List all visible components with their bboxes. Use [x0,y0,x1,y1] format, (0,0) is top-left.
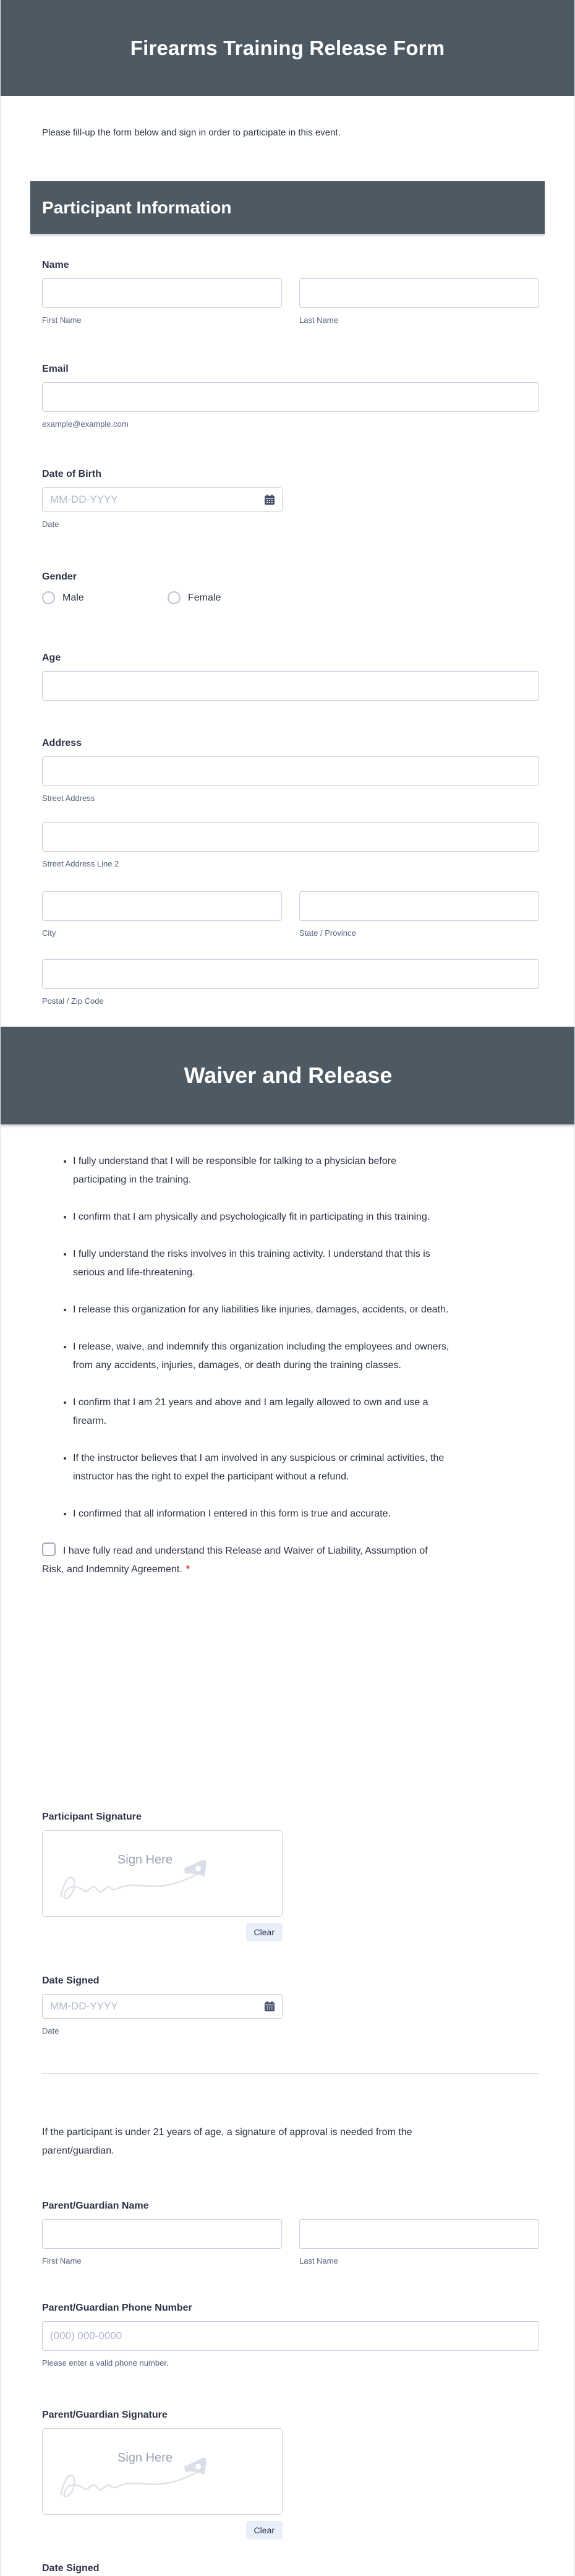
consent-row [42,1542,441,1579]
dob-label: Date of Birth [42,469,101,479]
sign-here-placeholder: Sign Here [117,1853,172,1867]
form-header [1,0,574,96]
gender-option-female[interactable]: Female [168,591,293,604]
waiver-bullet: • I fully understand that I will be responsible for talking to a physician before participating in the training. [73,1152,519,1189]
waiver-bullet: • I confirmed that all information I entered in this form is true and accurate. [73,1505,519,1523]
section-divider [42,2073,539,2074]
section-title: Waiver and Release [184,1063,393,1088]
date-signed-input[interactable] [42,1994,283,2019]
state-sublabel: State / Province [299,928,356,938]
city-input[interactable] [42,891,282,921]
sign-here-placeholder: Sign Here [117,2451,172,2465]
email-label: Email [42,364,69,374]
guardian-date-signed-label: Date Signed [42,2563,100,2574]
dob-sublabel: Date [42,520,59,529]
email-input[interactable] [42,382,539,412]
guardian-phone-input[interactable] [42,2321,539,2351]
guardian-signature-label: Parent/Guardian Signature [42,2410,168,2420]
waiver-bullet: • I release this organization for any liabilities like injuries, damages, accidents, or death. [73,1301,519,1319]
first-name-sublabel: First Name [42,315,82,325]
waiver-bullet: • I release, waive, and indemnify this organization including the employees and owners, from any accidents, injuries, damages, or death during the training classes. [73,1338,519,1375]
clear-signature-button[interactable]: Clear [246,2521,283,2540]
address-label: Address [42,738,82,748]
participant-signature-pad[interactable] [42,1830,283,1917]
guardian-signature-pad[interactable] [42,2428,283,2515]
postal-sublabel: Postal / Zip Code [42,996,104,1006]
participant-signature-label: Participant Signature [42,1812,142,1822]
intro-text: Please fill-up the form below and sign in order to participate in this event. [42,127,341,138]
first-name-input[interactable] [42,278,282,308]
waiver-bullet: • I fully understand the risks involves in this training activity. I understand that this is serious and life-threatening. [73,1245,519,1282]
age-label: Age [42,653,61,663]
calendar-icon[interactable] [264,2001,275,2012]
street-address-2-sublabel: Street Address Line 2 [42,859,119,868]
consent-text-line1: I have fully read and understand this Release and Waiver of Liability, [63,1546,363,1556]
date-signed-label: Date Signed [42,1975,100,1986]
signature-scribble-icon [43,1831,282,1916]
clear-signature-button[interactable]: Clear [246,1923,283,1941]
postal-input[interactable] [42,959,539,989]
signature-scribble-icon [43,2429,282,2514]
street-address-sublabel: Street Address [42,794,95,803]
waiver-bullet-list [42,1152,539,1523]
guardian-phone-sublabel: Please enter a valid phone number. [42,2358,169,2368]
required-asterisk: * [185,1564,190,1575]
form-title: Firearms Training Release Form [130,36,445,59]
guardian-note: If the participant is under 21 years of age, a signature of approval is needed from the parent/guardian. [42,2127,412,2156]
city-sublabel: City [42,928,56,938]
radio-icon[interactable] [168,591,181,604]
guardian-last-name-input[interactable] [299,2219,539,2249]
radio-icon[interactable] [42,591,55,604]
section-participant-information [30,181,545,234]
last-name-sublabel: Last Name [299,315,338,325]
name-label: Name [42,260,69,270]
last-name-input[interactable] [299,278,539,308]
waiver-bullet: • I confirm that I am physically and psychologically fit in participating in this training. [73,1208,519,1226]
state-input[interactable] [299,891,539,921]
email-sublabel: example@example.com [42,419,129,429]
section-title: Participant Information [42,197,232,217]
consent-text-line2: Assumption of Risk, and Indemnity Agreement. [42,1546,428,1575]
street-address-input[interactable] [42,756,539,786]
gender-option-male[interactable]: Male [42,591,168,604]
guardian-name-label: Parent/Guardian Name [42,2201,149,2211]
gender-label: Gender [42,571,77,582]
guardian-first-name-sublabel: First Name [42,2256,82,2266]
waiver-bullet: • If the instructor believes that I am involved in any suspicious or criminal activities, the instructor has the right to expel the participant without a refund. [73,1449,519,1486]
consent-checkbox[interactable] [42,1543,56,1556]
date-signed-sublabel: Date [42,2026,59,2035]
age-input[interactable] [42,671,539,701]
guardian-last-name-sublabel: Last Name [299,2256,338,2266]
guardian-first-name-input[interactable] [42,2219,282,2249]
dob-input[interactable] [42,487,283,512]
calendar-icon[interactable] [264,494,275,505]
guardian-phone-label: Parent/Guardian Phone Number [42,2303,192,2313]
waiver-bullet: • I confirm that I am 21 years and above and I am legally allowed to own and use a firearm. [73,1393,519,1431]
section-waiver-and-release [1,1027,575,1124]
street-address-2-input[interactable] [42,822,539,852]
